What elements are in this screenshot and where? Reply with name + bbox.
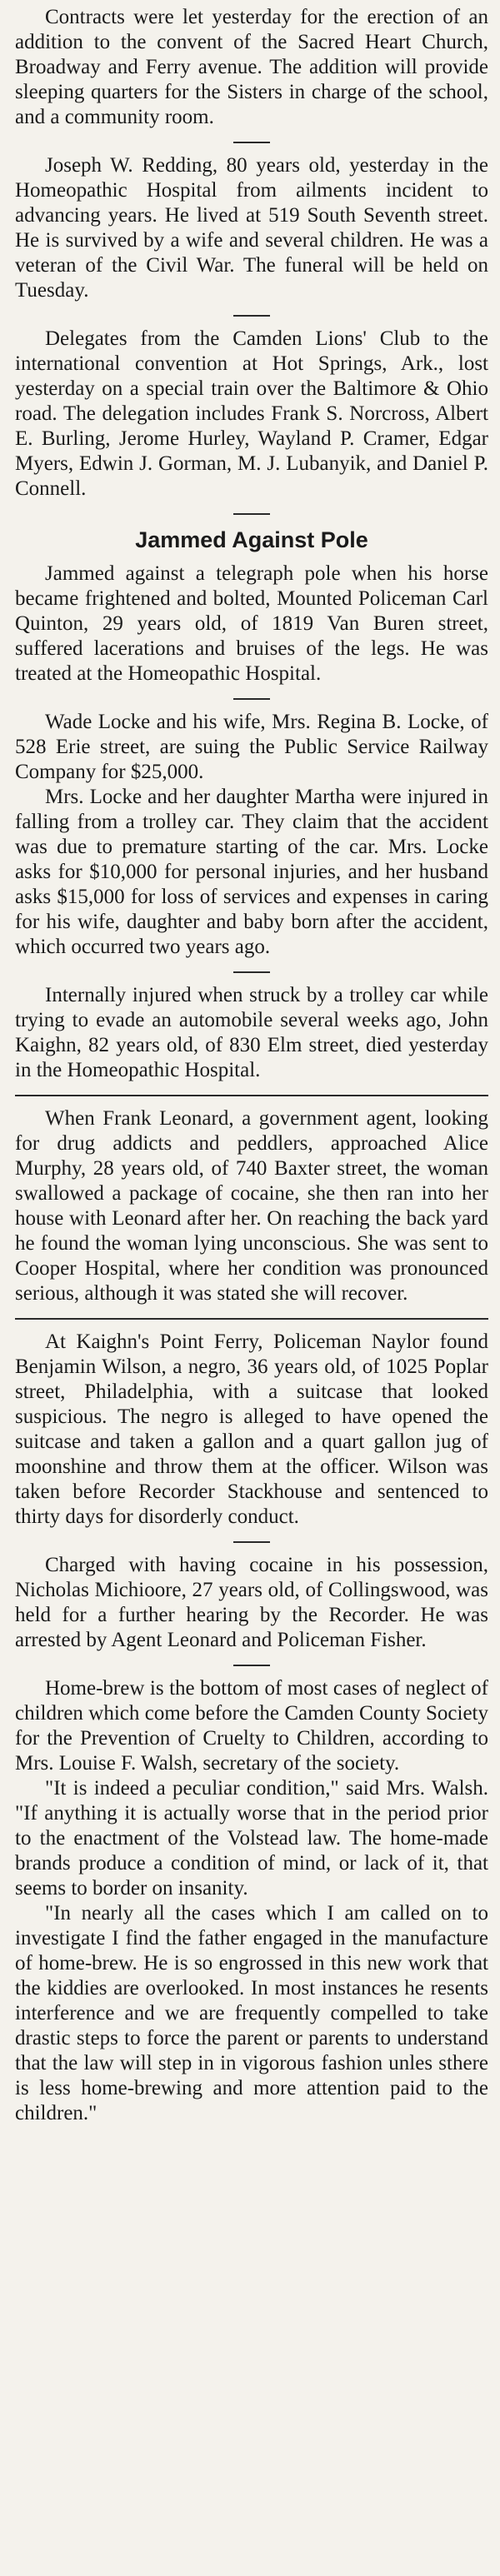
- short-divider: [233, 1665, 270, 1666]
- paragraph: Mrs. Locke and her daughter Martha were injured in falling from a trolley car. They claim that the accident was due to premature starting of the car. Mrs. Locke asks for $10,000 for personal injuries, and her husband asks $15,000 for loss of services and expenses in caring for his wife, daughter and baby born after the accident, which occurred two years ago.: [15, 786, 488, 958]
- news-item-kaighn-death: [15, 983, 488, 1083]
- paragraph: "It is indeed a peculiar condition," said Mrs. Walsh. "If anything it is actually worse that in the period prior to the enactment of the Volstead law. The home-made brands produce a condition of mind, or lack of it, that seems to border on insanity.: [15, 1777, 488, 1900]
- column-rule: [15, 1318, 488, 1320]
- column-rule: [15, 1095, 488, 1096]
- short-divider: [233, 698, 270, 700]
- news-item-redding-obituary: [15, 153, 488, 303]
- news-column: [15, 5, 488, 2126]
- news-item-locke-lawsuit: [15, 710, 488, 960]
- short-divider: [233, 513, 270, 515]
- news-item-cocaine-possession: [15, 1553, 488, 1653]
- paragraph: Delegates from the Camden Lions' Club to the international convention at Hot Springs, Ark., lost yesterday on a special train over the Baltimore & Ohio road. The delegation includes Frank S. Norcross, Albert E. Burling, Jerome Hurley, Wayland P. Cramer, Edgar Myers, Edwin J. Gorman, M. J. Lubanyik, and Daniel P. Connell.: [15, 327, 488, 500]
- paragraph: Charged with having cocaine in his possession, Nicholas Michioore, 27 years old, of Collingswood, was held for a further hearing by the Recorder. He was arrested by Agent Leonard and Policeman Fisher.: [15, 1554, 488, 1651]
- paragraph: When Frank Leonard, a government agent, looking for drug addicts and peddlers, approached Alice Murphy, 28 years old, of 740 Baxter street, the woman swallowed a package of cocaine, she then ran into her house with Leonard after her. On reaching the back yard he found the woman lying unconscious. She was sent to Cooper Hospital, where her condition was pronounced serious, although it was stated she will recover.: [15, 1107, 488, 1305]
- short-divider: [233, 142, 270, 143]
- paragraph: Wade Locke and his wife, Mrs. Regina B. Locke, of 528 Erie street, are suing the Public Service Railway Company for $25,000.: [15, 711, 488, 783]
- news-item-home-brew: [15, 1676, 488, 2126]
- news-item-convent-addition: [15, 5, 488, 130]
- news-item-ferry-moonshine: [15, 1330, 488, 1530]
- news-item-lions-club: [15, 327, 488, 502]
- short-divider: [233, 1541, 270, 1543]
- paragraph: Home-brew is the bottom of most cases of neglect of children which come before the Camden County Society for the Prevention of Cruelty to Children, according to Mrs. Louise F. Walsh, secretary of the society.: [15, 1677, 488, 1775]
- paragraph: At Kaighn's Point Ferry, Policeman Naylor found Benjamin Wilson, a negro, 36 years old, of 1025 Poplar street, Philadelphia, with a suitcase that looked suspicious. The negro is alleged to have opened the suitcase and taken a gallon and a quart gallon jug of moonshine and throw them at the officer. Wilson was taken before Recorder Stackhouse and sentenced to thirty days for disorderly conduct.: [15, 1330, 488, 1528]
- news-item-cocaine-swallowed: [15, 1106, 488, 1306]
- paragraph: Internally injured when struck by a trolley car while trying to evade an automobile several weeks ago, John Kaighn, 82 years old, of 830 Elm street, died yesterday in the Homeopathic Hospital.: [15, 984, 488, 1081]
- paragraph: Contracts were let yesterday for the erection of an addition to the convent of the Sacred Heart Church, Broadway and Ferry avenue. The addition will provide sleeping quarters for the Sisters in charge of the school, and a community room.: [15, 6, 488, 128]
- paragraph: Jammed against a telegraph pole when his horse became frightened and bolted, Mounted Policeman Carl Quinton, 29 years old, of 1819 Van Buren street, suffered lacerations and bruises of the legs. He was treated at the Homeopathic Hospital.: [15, 562, 488, 685]
- short-divider: [233, 971, 270, 973]
- news-item-jammed-against-pole: [15, 527, 488, 686]
- short-divider: [233, 315, 270, 317]
- paragraph: Joseph W. Redding, 80 years old, yesterday in the Homeopathic Hospital from ailments incident to advancing years. He lived at 519 South Seventh street. He is survived by a wife and several children. He was a veteran of the Civil War. The funeral will be held on Tuesday.: [15, 154, 488, 302]
- paragraph: "In nearly all the cases which I am called on to investigate I find the father engaged in the manufacture of home-brew. He is so engrossed in this new work that the kiddies are overlooked. In most instances he resents interference and we are frequently compelled to take drastic steps to force the parent or parents to understand that the law will step in in vigorous fashion unles sthere is less home-brewing and more attention paid to the children.": [15, 1902, 488, 2124]
- headline: Jammed Against Pole: [135, 527, 368, 552]
